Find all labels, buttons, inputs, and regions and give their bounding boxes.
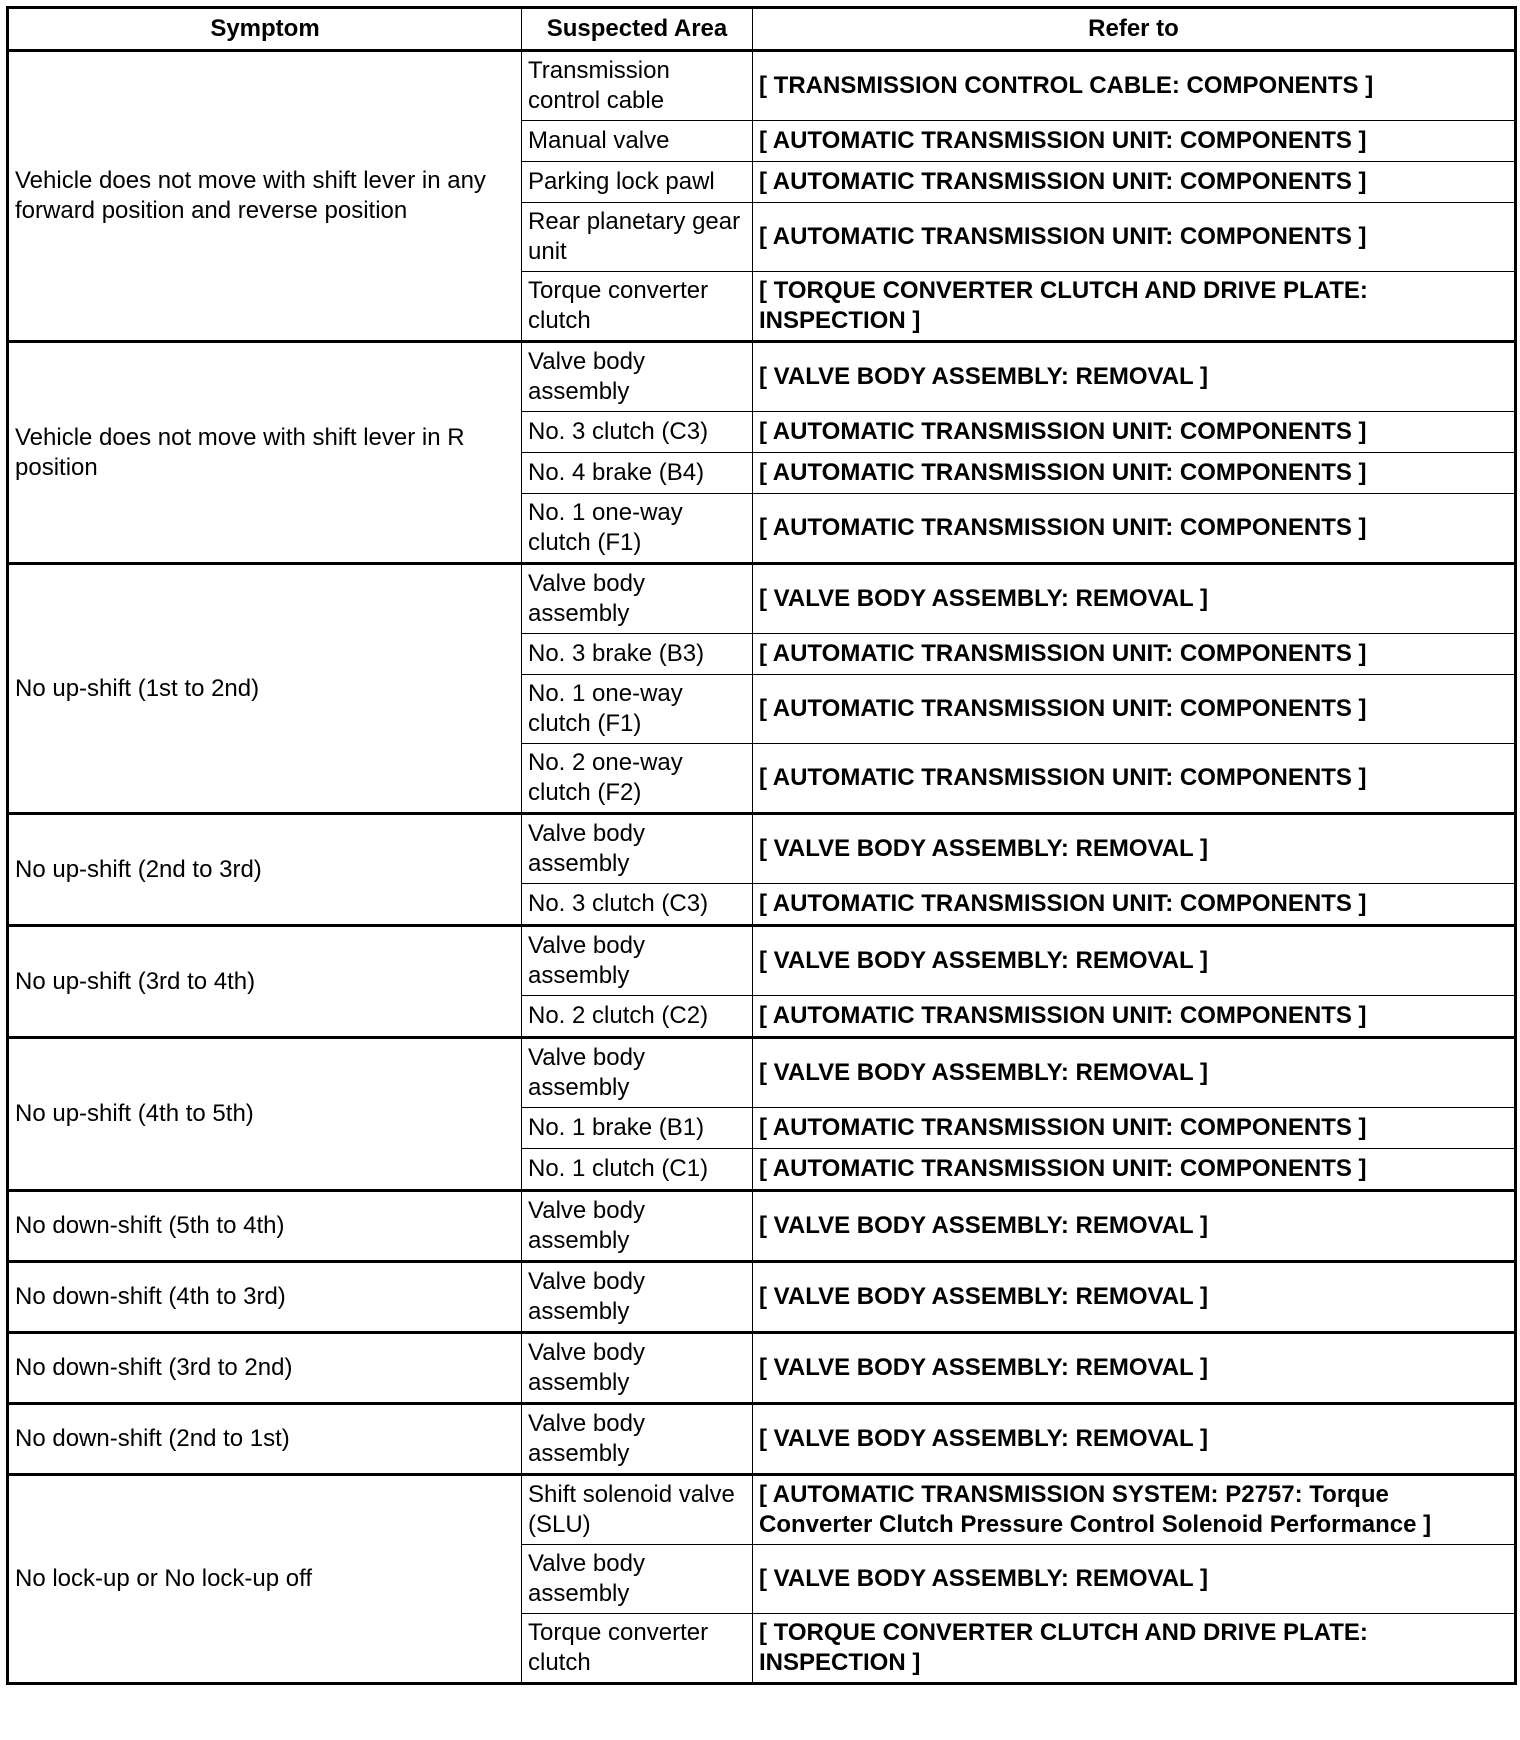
refer-to-cell: [ VALVE BODY ASSEMBLY: REMOVAL ]	[753, 814, 1516, 884]
refer-to-cell: [ AUTOMATIC TRANSMISSION UNIT: COMPONENTS ]	[753, 996, 1516, 1038]
suspected-area-cell: Valve body assembly	[522, 814, 753, 884]
suspected-area-cell: Valve body assembly	[522, 1262, 753, 1333]
header-symptom: Symptom	[8, 8, 522, 51]
refer-to-cell: [ AUTOMATIC TRANSMISSION UNIT: COMPONENTS ]	[753, 675, 1516, 744]
refer-to-cell: [ VALVE BODY ASSEMBLY: REMOVAL ]	[753, 1545, 1516, 1614]
refer-to-cell: [ AUTOMATIC TRANSMISSION UNIT: COMPONENTS ]	[753, 884, 1516, 926]
table-row	[8, 1333, 1516, 1404]
suspected-area-cell: No. 1 clutch (C1)	[522, 1149, 753, 1191]
table-row	[8, 1191, 1516, 1262]
suspected-area-cell: No. 1 brake (B1)	[522, 1108, 753, 1149]
refer-to-cell: [ VALVE BODY ASSEMBLY: REMOVAL ]	[753, 1333, 1516, 1404]
refer-to-cell: [ AUTOMATIC TRANSMISSION SYSTEM: P2757: Torque Converter Clutch Pressure Control Solenoid Performance ]	[753, 1475, 1516, 1545]
suspected-area-cell: Manual valve	[522, 121, 753, 162]
refer-to-cell: [ TORQUE CONVERTER CLUTCH AND DRIVE PLATE: INSPECTION ]	[753, 272, 1516, 342]
symptom-cell: No down-shift (5th to 4th)	[8, 1191, 522, 1262]
suspected-area-cell: Valve body assembly	[522, 1404, 753, 1475]
symptom-cell: No up-shift (1st to 2nd)	[8, 564, 522, 814]
refer-to-cell: [ TRANSMISSION CONTROL CABLE: COMPONENTS ]	[753, 51, 1516, 121]
table-body	[8, 51, 1516, 1684]
suspected-area-cell: Valve body assembly	[522, 1038, 753, 1108]
header-row	[8, 8, 1516, 51]
table-row	[8, 342, 1516, 412]
refer-to-cell: [ VALVE BODY ASSEMBLY: REMOVAL ]	[753, 564, 1516, 634]
table-row	[8, 564, 1516, 634]
refer-to-cell: [ VALVE BODY ASSEMBLY: REMOVAL ]	[753, 1038, 1516, 1108]
suspected-area-cell: Shift solenoid valve (SLU)	[522, 1475, 753, 1545]
suspected-area-cell: No. 1 one-way clutch (F1)	[522, 675, 753, 744]
refer-to-cell: [ AUTOMATIC TRANSMISSION UNIT: COMPONENTS ]	[753, 634, 1516, 675]
refer-to-cell: [ VALVE BODY ASSEMBLY: REMOVAL ]	[753, 926, 1516, 996]
suspected-area-cell: Transmission control cable	[522, 51, 753, 121]
refer-to-cell: [ AUTOMATIC TRANSMISSION UNIT: COMPONENTS ]	[753, 121, 1516, 162]
table-row	[8, 926, 1516, 996]
symptom-cell: Vehicle does not move with shift lever in R position	[8, 342, 522, 564]
refer-to-cell: [ AUTOMATIC TRANSMISSION UNIT: COMPONENTS ]	[753, 203, 1516, 272]
refer-to-cell: [ AUTOMATIC TRANSMISSION UNIT: COMPONENTS ]	[753, 744, 1516, 814]
suspected-area-cell: Valve body assembly	[522, 342, 753, 412]
header-refer-to: Refer to	[753, 8, 1516, 51]
table-row	[8, 814, 1516, 884]
table-row	[8, 1038, 1516, 1108]
refer-to-cell: [ AUTOMATIC TRANSMISSION UNIT: COMPONENTS ]	[753, 412, 1516, 453]
refer-to-cell: [ TORQUE CONVERTER CLUTCH AND DRIVE PLATE: INSPECTION ]	[753, 1614, 1516, 1684]
symptom-cell: No down-shift (4th to 3rd)	[8, 1262, 522, 1333]
refer-to-cell: [ AUTOMATIC TRANSMISSION UNIT: COMPONENTS ]	[753, 453, 1516, 494]
suspected-area-cell: Torque converter clutch	[522, 272, 753, 342]
symptom-cell: No up-shift (3rd to 4th)	[8, 926, 522, 1038]
refer-to-cell: [ AUTOMATIC TRANSMISSION UNIT: COMPONENTS ]	[753, 1149, 1516, 1191]
suspected-area-cell: Valve body assembly	[522, 1191, 753, 1262]
refer-to-cell: [ VALVE BODY ASSEMBLY: REMOVAL ]	[753, 1191, 1516, 1262]
header-suspected-area: Suspected Area	[522, 8, 753, 51]
symptom-cell: No up-shift (2nd to 3rd)	[8, 814, 522, 926]
refer-to-cell: [ VALVE BODY ASSEMBLY: REMOVAL ]	[753, 342, 1516, 412]
suspected-area-cell: No. 3 clutch (C3)	[522, 412, 753, 453]
refer-to-cell: [ VALVE BODY ASSEMBLY: REMOVAL ]	[753, 1262, 1516, 1333]
suspected-area-cell: Parking lock pawl	[522, 162, 753, 203]
suspected-area-cell: No. 1 one-way clutch (F1)	[522, 494, 753, 564]
symptom-cell: No up-shift (4th to 5th)	[8, 1038, 522, 1191]
suspected-area-cell: Rear planetary gear unit	[522, 203, 753, 272]
table-row	[8, 1262, 1516, 1333]
symptom-cell: No down-shift (2nd to 1st)	[8, 1404, 522, 1475]
suspected-area-cell: No. 2 one-way clutch (F2)	[522, 744, 753, 814]
suspected-area-cell: No. 4 brake (B4)	[522, 453, 753, 494]
refer-to-cell: [ AUTOMATIC TRANSMISSION UNIT: COMPONENTS ]	[753, 494, 1516, 564]
refer-to-cell: [ AUTOMATIC TRANSMISSION UNIT: COMPONENTS ]	[753, 1108, 1516, 1149]
suspected-area-cell: Torque converter clutch	[522, 1614, 753, 1684]
table-row	[8, 51, 1516, 121]
suspected-area-cell: No. 3 clutch (C3)	[522, 884, 753, 926]
suspected-area-cell: Valve body assembly	[522, 1545, 753, 1614]
refer-to-cell: [ AUTOMATIC TRANSMISSION UNIT: COMPONENTS ]	[753, 162, 1516, 203]
symptom-cell: No down-shift (3rd to 2nd)	[8, 1333, 522, 1404]
suspected-area-cell: Valve body assembly	[522, 564, 753, 634]
suspected-area-cell: No. 2 clutch (C2)	[522, 996, 753, 1038]
symptom-cell: No lock-up or No lock-up off	[8, 1475, 522, 1684]
symptom-cell: Vehicle does not move with shift lever in any forward position and reverse position	[8, 51, 522, 342]
suspected-area-cell: No. 3 brake (B3)	[522, 634, 753, 675]
suspected-area-cell: Valve body assembly	[522, 926, 753, 996]
refer-to-cell: [ VALVE BODY ASSEMBLY: REMOVAL ]	[753, 1404, 1516, 1475]
suspected-area-cell: Valve body assembly	[522, 1333, 753, 1404]
table-row	[8, 1475, 1516, 1545]
troubleshooting-table	[6, 6, 1517, 1685]
table-row	[8, 1404, 1516, 1475]
